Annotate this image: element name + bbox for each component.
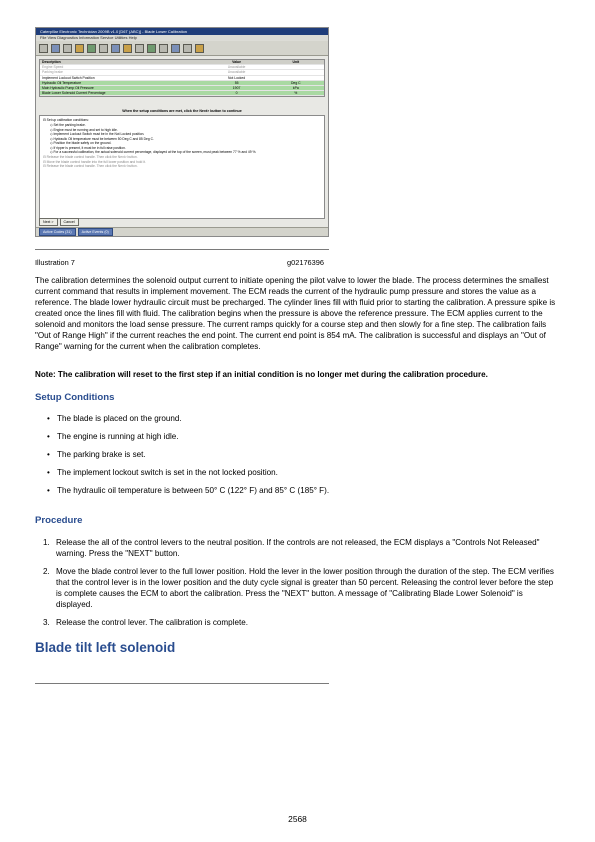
list-item: • The hydraulic oil temperature is between 50° C (122° F) and 85° C (185° F). — [45, 486, 565, 504]
event-icon — [135, 44, 144, 53]
procedure-heading: Procedure — [35, 515, 83, 526]
calibration-step: ◇ Position the blade safely on the ground. — [50, 141, 112, 146]
procedure-step — [43, 566, 560, 610]
status-icon — [87, 44, 96, 53]
calibration-step: ◇ If ripper is present, it must be in full raise position. — [50, 145, 126, 150]
calibration-step: ◇ Implement Lockout Switch must be in the Not Locked position. — [50, 132, 145, 137]
illustration-label: Illustration 7 — [35, 258, 75, 267]
row-value: 1907 — [232, 85, 241, 90]
calibration-steps — [39, 115, 325, 219]
step-text: Release the all of the control levers to the neutral position. If the controls are not released, the ECM displays a "Controls Not Released" warning. Press the "NEXT" button. — [56, 538, 540, 558]
calibration-icon — [123, 44, 132, 53]
illustration-code: g02176396 — [287, 258, 324, 267]
active-events-tab[interactable]: Active Events (0) — [78, 228, 113, 236]
summary-icon — [171, 44, 180, 53]
divider-top — [35, 249, 329, 250]
calibration-note: Note: The calibration will reset to the first step if an initial condition is no longer met during the calibration procedure. — [35, 370, 488, 379]
row-unit: Deg C — [290, 80, 301, 85]
calibration-step: ⊟ Release the blade control handle. Then click the Next> button. — [43, 164, 138, 169]
table-row — [40, 91, 324, 96]
column-header-value: Value — [232, 60, 241, 64]
row-description: Parking brake — [42, 70, 63, 75]
column-header-description: Description — [42, 60, 61, 64]
step-number: 3. — [43, 618, 50, 627]
print-icon — [63, 44, 72, 53]
open-icon — [39, 44, 48, 53]
column-header-unit: Unit — [292, 60, 300, 64]
row-unit: kPa — [292, 85, 299, 90]
help-icon — [195, 44, 204, 53]
next-section-heading: Blade tilt left solenoid — [35, 640, 176, 655]
procedure-step — [43, 537, 560, 559]
setup-list — [45, 414, 565, 504]
list-item: • The blade is placed on the ground. — [45, 414, 565, 432]
intro-paragraph: The calibration determines the solenoid output current to initiate opening the pilot valve to lower the blade. The process determines the smallest current command that results in implement movement. The ECM reads the current of the hydraulic pump pressure and stores the value as a reference. The blade lower hydraulic circuit must be precharged. The cylinder lines fill with fluid prior to starting the calibration. A pressure spike is created once the lines fill with fluid. The calibration begins when the pressure is above the reference pressure. The ECM applies current to the solenoid and monitors the load sense pressure. The current ramps quickly for a course step and then slowly for a fine step. The calibration fails "Out of Range High" if the current reaches the end point. The current end point is 854 mA. The calibration is successful and displays an "Out of Range" warning for the current when the calibration completes. — [35, 276, 556, 351]
step-number: 1. — [43, 538, 50, 547]
menu-bar: File View Diagnostics Information Service Utilities Help — [36, 35, 328, 41]
row-unit — [268, 65, 324, 69]
illustration-screenshot — [35, 27, 329, 237]
row-description: Blade Lower Solenoid Current Percentage — [42, 91, 106, 96]
cancel-button[interactable]: Cancel — [60, 218, 79, 226]
list-item: • The implement lockout switch is set in the not locked position. — [45, 468, 565, 486]
status-bar — [36, 227, 328, 236]
procedure-list — [43, 537, 560, 635]
window-title: Caterpillar Electronic Technician 2009B v1.0 [D6T (ABC)] - Blade Lower Calibration — [36, 28, 328, 35]
calibration-step: ⊟ Release the blade control handle. Then click the Next> button. — [43, 155, 138, 160]
config-icon — [111, 44, 120, 53]
procedure-step — [43, 617, 560, 628]
row-value: 0 — [235, 91, 238, 96]
row-value: Not Locked — [228, 75, 246, 80]
tools-icon — [183, 44, 192, 53]
list-item: • The parking brake is set. — [45, 450, 565, 468]
next-button[interactable]: Next > — [39, 218, 58, 226]
calibration-step: ◇ Hydraulic Oil temperature must be between 50 Deg C and 85 Deg C. — [50, 136, 154, 141]
calibration-step: ⊟ Move the blade control handle into the full lower position and hold it. — [43, 159, 146, 164]
row-value: Unavailable — [227, 65, 246, 70]
row-value: 55 — [234, 80, 239, 85]
setup-heading: Setup Conditions — [35, 392, 115, 403]
info-icon — [159, 44, 168, 53]
row-unit — [268, 76, 324, 80]
page-number: 2568 — [288, 814, 307, 824]
calibration-step: ◇ Set the parking brake. — [50, 122, 86, 127]
calibration-instruction: When the setup conditions are met, click the Next> button to continue — [122, 109, 242, 114]
row-description: Implement Lockout Switch Position — [42, 75, 95, 80]
row-description: Engine Speed — [42, 65, 64, 70]
row-unit — [268, 70, 324, 74]
graph-icon — [99, 44, 108, 53]
step-text: Release the control lever. The calibration is complete. — [56, 618, 248, 627]
status-table — [39, 59, 325, 97]
flash-icon — [147, 44, 156, 53]
toolbar — [36, 41, 328, 56]
save-icon — [51, 44, 60, 53]
list-item: • The engine is running at high idle. — [45, 432, 565, 450]
row-value: Unavailable — [227, 70, 246, 75]
step-number: 2. — [43, 567, 50, 576]
calibration-step: ◇ For a successful calibration, the actual solenoid current percentage, displayed at the top of the screen, must peak between 77 % and 49 %. — [50, 150, 257, 155]
calibration-step: ⊟ Set up calibration conditions: — [43, 118, 89, 123]
step-text: Move the blade control lever to the full lower position. Hold the lever in the lower position through the duration of the step. The ECM verifies that the control lever is in the lower position and the duty cycle signal is greater than 50 percent. Releasing the control lever before the step is complete causes the ECM to abort the calibration. Press the "NEXT" button. A message of "Calibrating Blade Lower Solenoid" is displayed. — [56, 567, 554, 609]
row-description: Hydraulic Oil Temperature — [42, 80, 82, 85]
divider-bottom — [35, 683, 329, 684]
active-codes-tab[interactable]: Active Codes (31) — [39, 228, 76, 236]
diagnostic-icon — [75, 44, 84, 53]
row-unit: % — [294, 91, 298, 96]
calibration-step: ◇ Engine must be running and set to high idle. — [50, 127, 118, 132]
row-description: Main Hydraulic Pump Oil Pressure — [42, 85, 94, 90]
